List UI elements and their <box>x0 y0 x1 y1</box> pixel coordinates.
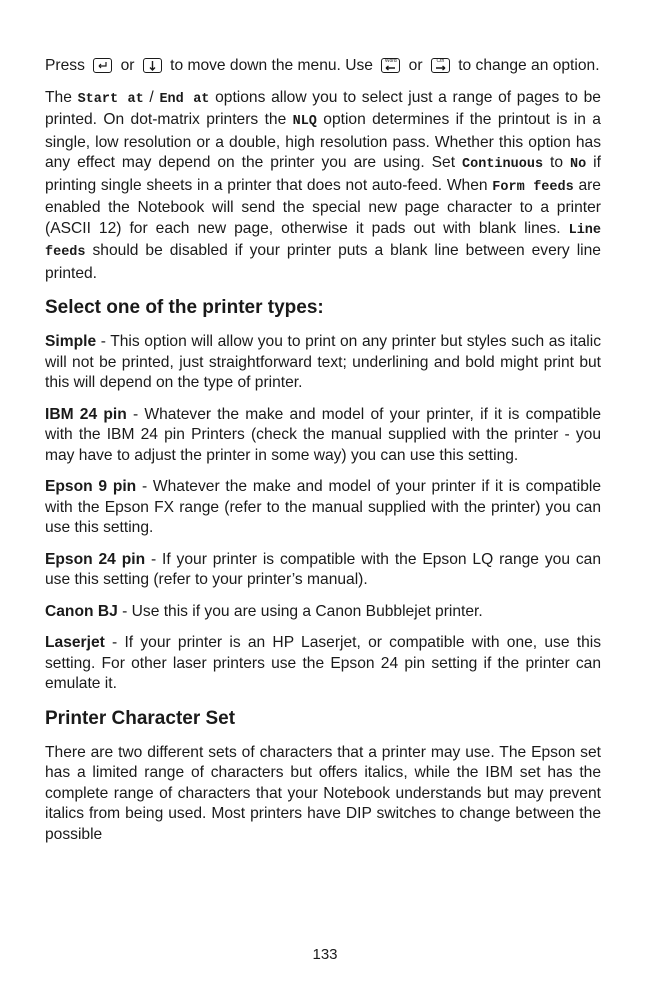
ctrl-right-key-icon <box>431 58 450 73</box>
intro-text: or <box>120 57 135 74</box>
printer-type-description: - This option will allow you to print on any printer but styles such as italic will not be printed, just straightforward text; underlining and bold might print but this will depend on the type of printer. <box>45 333 601 391</box>
charset-heading: Printer Character Set <box>45 707 236 729</box>
enter-key-icon <box>93 58 112 73</box>
charset-paragraph: There are two different sets of characters that a printer may use. The Epson set has a limited range of characters but offers italics, while the IBM set has the complete range of characters that your Notebook understands but may prevent italics from being used. Most printers have DIP switches to change between the possible <box>45 743 601 843</box>
printer-type-simple <box>45 332 601 394</box>
printer-type-name: Simple <box>45 333 97 350</box>
printer-type-name: Laserjet <box>45 634 105 651</box>
printer-type-description: - If your printer is compatible with the Epson LQ range you can use this setting (refer to your printer’s manual). <box>45 550 601 588</box>
printer-type-description: - If your printer is an HP Laserjet, or compatible with one, use this setting. For other laser printers use the Epson 24 pin setting if the printer can emulate it. <box>45 634 601 692</box>
intro-text: should be disabled if your printer puts a blank line between every line printed. <box>45 242 601 282</box>
printer-type-laserjet <box>45 633 601 695</box>
option-continuous: Continuous <box>462 157 544 172</box>
printer-type-name: Epson 9 pin <box>45 478 137 495</box>
intro-text: Press <box>45 57 85 74</box>
printer-types-heading: Select one of the printer types: <box>45 297 324 318</box>
intro-text: if printing single sheets in a printer that does not auto-feed. When <box>45 154 601 194</box>
option-nlq: NLQ <box>292 114 317 129</box>
page-number: 133 <box>312 946 338 963</box>
printer-type-canon-bj <box>45 602 601 623</box>
option-line-feeds: Line feeds <box>45 222 601 260</box>
printer-type-description: - Use this if you are using a Canon Bubblejet printer. <box>117 602 483 620</box>
intro-text: or <box>408 57 423 74</box>
intro-paragraph-2 <box>45 88 601 285</box>
intro-text: to move down the menu. Use <box>170 57 373 74</box>
intro-paragraph-1 <box>45 56 601 77</box>
word-left-key-icon <box>381 58 400 73</box>
intro-text: option determines if the printout is in a single, low resolution or a double, high resolution pass. Whether this option has any effect may depend on the printer you are using. Set <box>45 111 601 171</box>
option-end-at: End at <box>159 91 210 107</box>
printer-type-ibm-24-pin <box>45 405 601 467</box>
key-label-word: Word <box>384 58 397 64</box>
down-arrow-key-icon <box>143 58 162 73</box>
option-no: No <box>570 157 587 172</box>
printer-type-name: IBM 24 pin <box>45 405 127 423</box>
intro-text: The <box>45 88 72 106</box>
intro-text: options allow you to select just a range of pages to be printed. On dot-matrix printers the <box>45 88 601 128</box>
printer-type-epson-24-pin <box>45 550 601 591</box>
key-label-ctrl: Ctrl <box>436 58 445 64</box>
intro-text: are enabled the Notebook will send the special new page character to a printer (ASCII 12) for each new page, otherwise it pads out with blank lines. <box>45 176 601 237</box>
page-body <box>45 56 601 845</box>
printer-type-description: - Whatever the make and model of your printer if it is compatible with the Epson FX range (refer to the manual supplied with the printer) you can use this setting. <box>45 478 601 536</box>
printer-type-name: Canon BJ <box>45 602 118 620</box>
printer-type-name: Epson 24 pin <box>45 550 146 568</box>
printer-type-epson-9-pin <box>45 477 601 539</box>
option-start-at: Start at <box>77 91 144 107</box>
option-form-feeds: Form feeds <box>492 179 574 195</box>
intro-text: to change an option. <box>458 57 600 74</box>
printer-type-description: - Whatever the make and model of your printer, if it is compatible with the IBM 24 pin Printers (check the manual supplied with the printer - you may have to adjust the printer in some way) you can use this setting. <box>45 405 601 464</box>
intro-text: / <box>149 88 154 106</box>
intro-text: to <box>550 154 564 171</box>
